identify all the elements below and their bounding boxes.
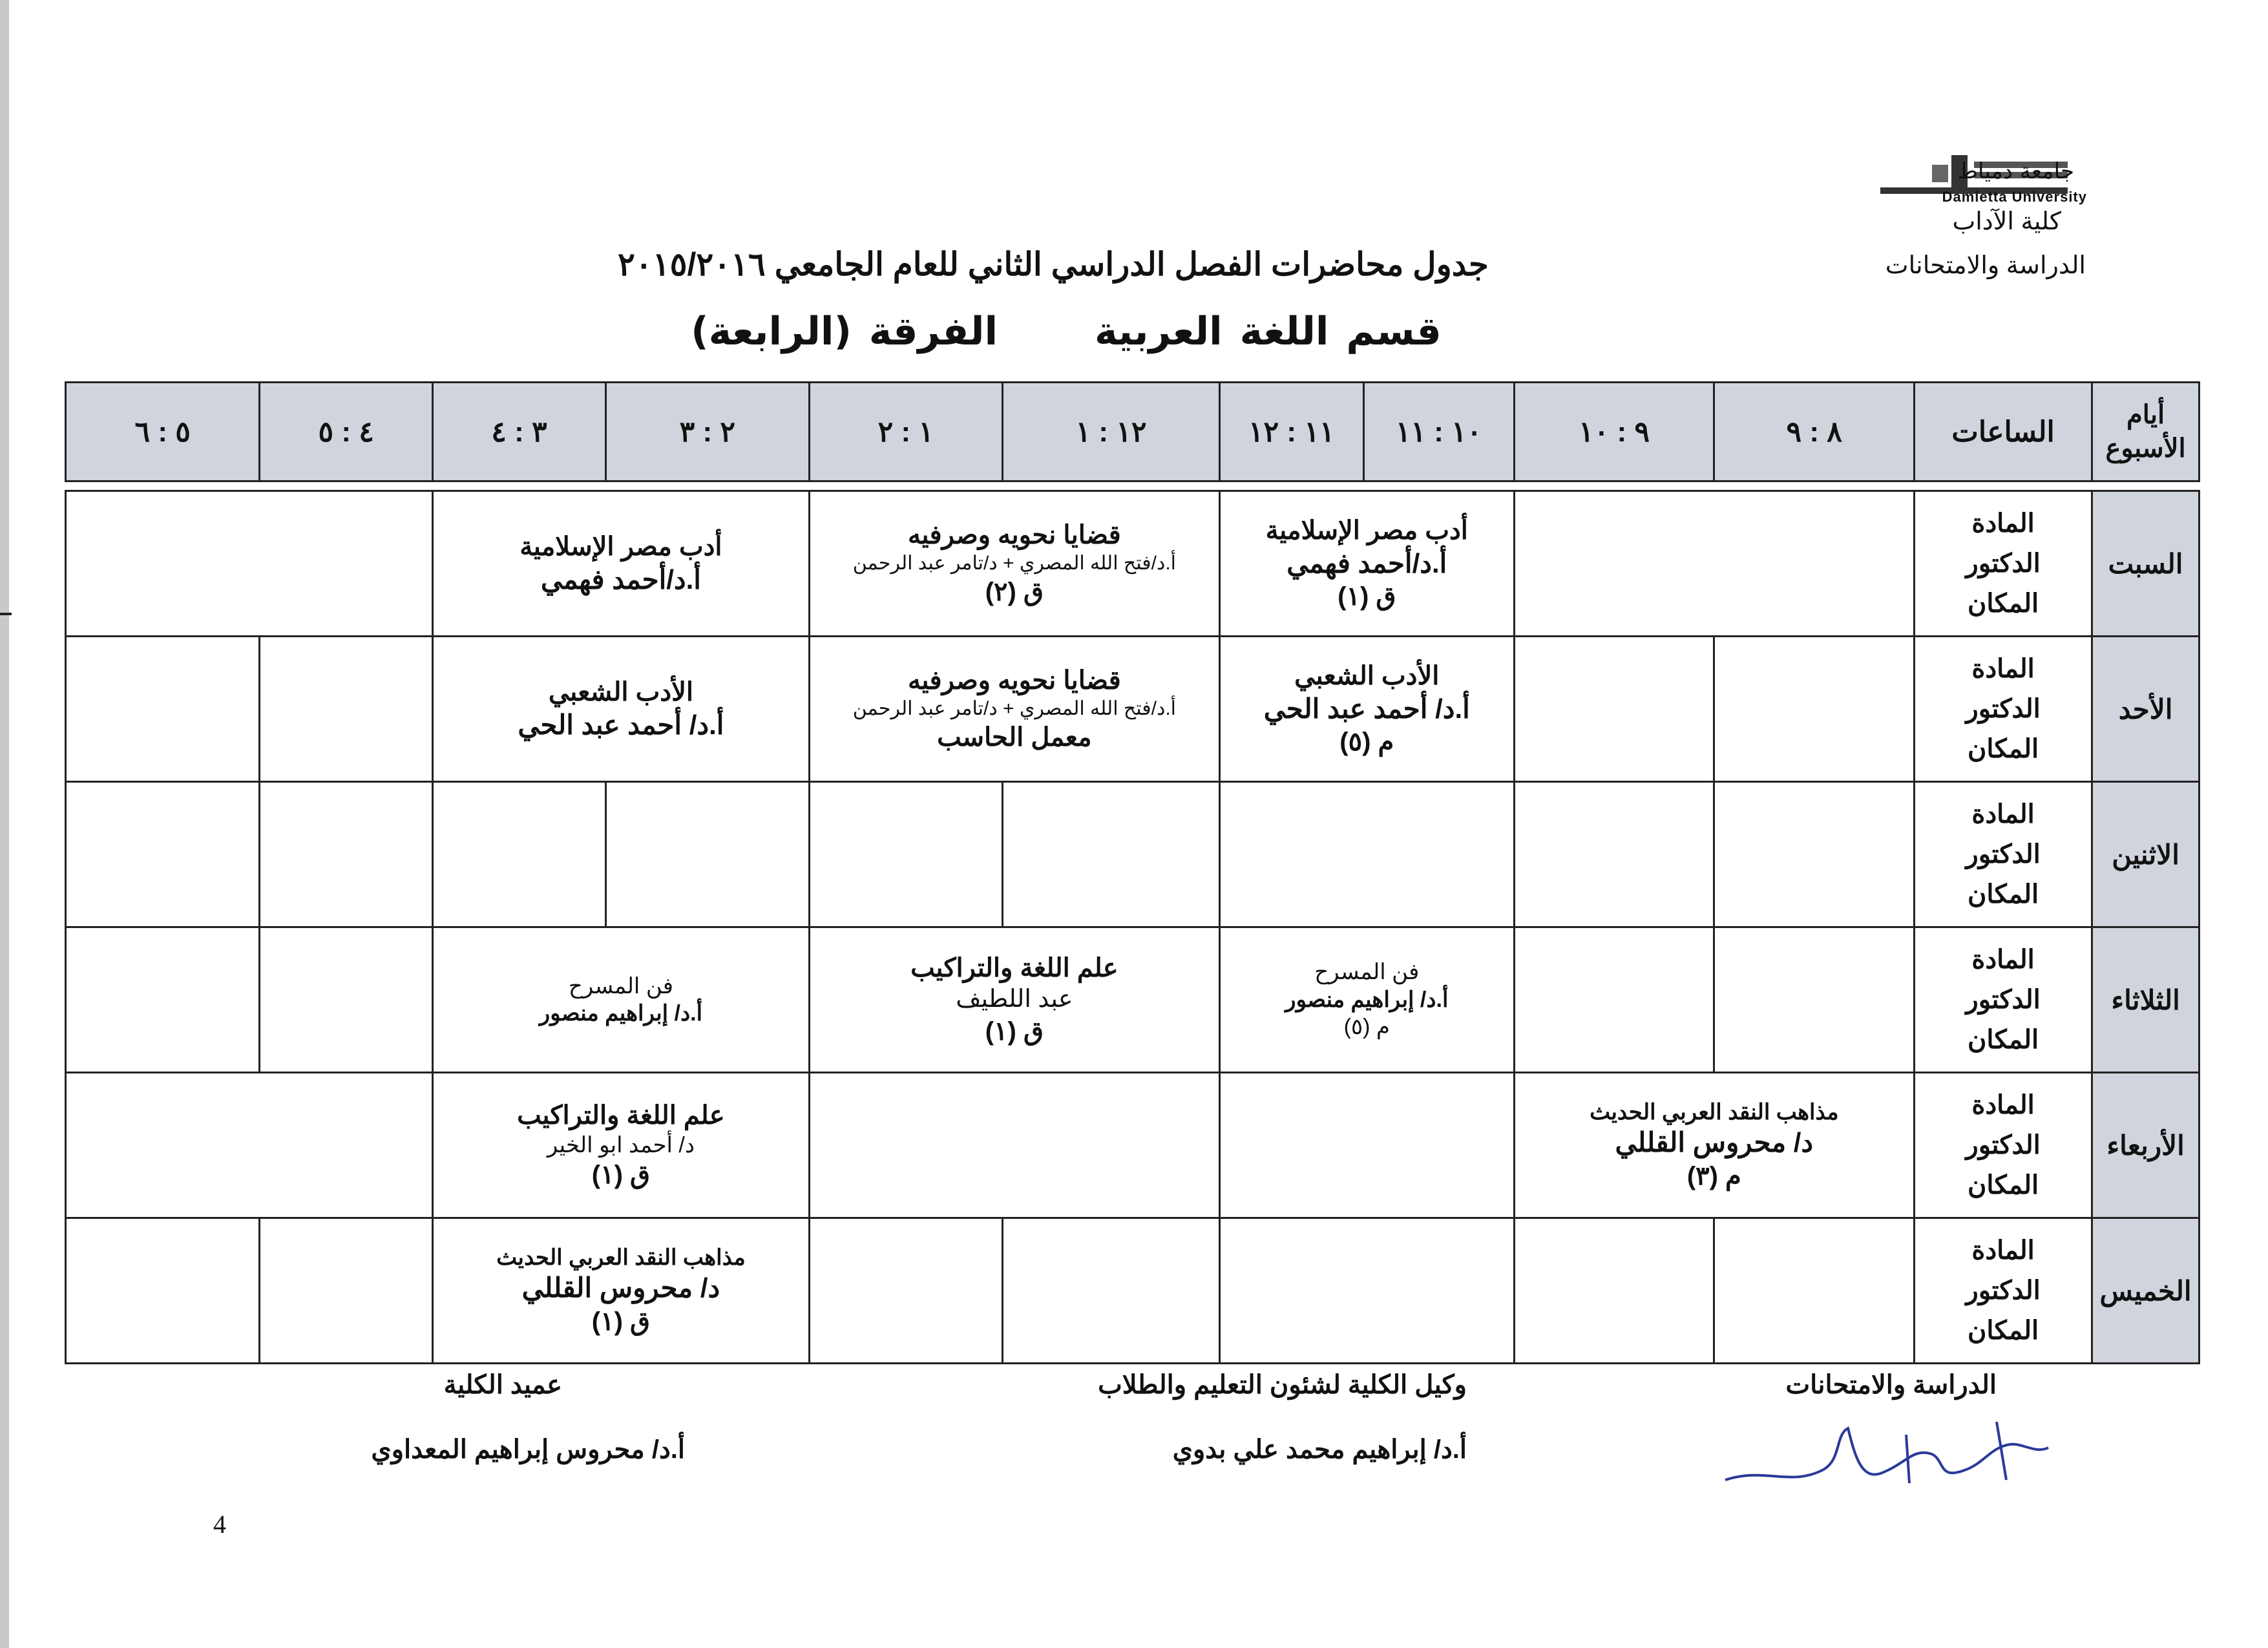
session-cell — [1219, 637, 1514, 782]
signature — [1712, 1409, 2061, 1499]
header-row — [66, 383, 2200, 481]
session-subject: فن المسرح — [1314, 960, 1420, 985]
session-doctor: أ.د/ إبراهيم منصور — [539, 1001, 703, 1026]
page-number: 4 — [213, 1510, 226, 1539]
day-row-thursday — [66, 1218, 2200, 1364]
row-label-place: المكان — [1968, 880, 2039, 909]
time-slot-header: ٣ : ٤ — [433, 383, 606, 481]
time-slot-header: ٨ : ٩ — [1714, 383, 1915, 481]
day-row-monday — [66, 782, 2200, 927]
empty-cell — [1714, 927, 1915, 1073]
session-subject: مذاهب النقد العربي الحديث — [1590, 1099, 1839, 1125]
empty-cell — [1514, 927, 1714, 1073]
session-subject: قضايا نحويه وصرفيه — [907, 521, 1121, 550]
day-row-wednesday — [66, 1073, 2200, 1218]
faculty-name: كلية الآداب — [1952, 208, 2061, 235]
session-cell — [433, 491, 810, 637]
empty-cell — [66, 782, 260, 927]
page-title: جدول محاضرات الفصل الدراسي الثاني للعام الجامعي ٢٠١٥/٢٠١٦ — [618, 246, 1489, 282]
row-labels — [1915, 1073, 2092, 1218]
session-subject: الأدب الشعبي — [548, 677, 694, 706]
session-room: م (٥) — [1339, 728, 1394, 757]
time-slot-header: ٥ : ٦ — [66, 383, 260, 481]
row-label-subject: المادة — [1971, 509, 2035, 538]
empty-cell — [260, 637, 433, 782]
day-row-sunday — [66, 637, 2200, 782]
empty-cell — [1514, 782, 1714, 927]
session-room: معمل الحاسب — [937, 723, 1092, 752]
row-labels — [1915, 927, 2092, 1073]
session-cell — [433, 637, 810, 782]
empty-cell — [1514, 637, 1714, 782]
row-label-doctor: الدكتور — [1966, 986, 2041, 1014]
row-labels — [1915, 1218, 2092, 1364]
session-room: م (٣) — [1686, 1161, 1741, 1190]
page-subtitle — [646, 309, 1486, 354]
row-label-doctor: الدكتور — [1966, 1131, 2041, 1159]
session-room: م (٥) — [1343, 1015, 1390, 1040]
vice-dean-label: وكيل الكلية لشئون التعليم والطلاب — [1098, 1371, 1467, 1399]
session-cell — [1219, 927, 1514, 1073]
day-name: الخميس — [2092, 1218, 2200, 1364]
session-cell — [809, 491, 1219, 637]
scan-edge — [0, 0, 9, 1648]
empty-cell — [1714, 637, 1915, 782]
time-slot-header: ١٠ : ١١ — [1363, 383, 1514, 481]
session-doctor: عبد اللطيف — [956, 986, 1073, 1013]
time-slot-header: ٩ : ١٠ — [1514, 383, 1714, 481]
time-slot-header: ١ : ٢ — [809, 383, 1002, 481]
empty-cell — [260, 782, 433, 927]
office-name: الدراسة والامتحانات — [1885, 252, 2086, 279]
row-label-place: المكان — [1968, 1026, 2039, 1054]
row-label-doctor: الدكتور — [1966, 840, 2041, 869]
day-row-tuesday — [66, 927, 2200, 1073]
session-subject: علم اللغة والتراكيب — [517, 1101, 725, 1130]
session-cell — [809, 637, 1219, 782]
empty-cell — [1219, 782, 1514, 927]
hours-header: الساعات — [1915, 383, 2092, 481]
session-room: ق (١) — [591, 1307, 651, 1336]
session-subject: أدب مصر الإسلامية — [520, 532, 722, 561]
empty-cell — [809, 1073, 1219, 1218]
row-label-doctor: الدكتور — [1966, 549, 2041, 578]
empty-cell — [1514, 1218, 1714, 1364]
day-name: الأحد — [2092, 637, 2200, 782]
row-label-doctor: الدكتور — [1966, 1276, 2041, 1305]
empty-cell — [260, 1218, 433, 1364]
session-cell — [1514, 1073, 1914, 1218]
row-labels — [1915, 491, 2092, 637]
session-cell — [433, 927, 810, 1073]
level-name: الفرقة (الرابعة) — [691, 309, 998, 354]
day-name: الاثنين — [2092, 782, 2200, 927]
header-gap — [66, 481, 2200, 491]
session-doctor: أ.د/أحمد فهمي — [1286, 547, 1447, 578]
empty-cell — [1219, 1218, 1514, 1364]
empty-cell — [1714, 1218, 1915, 1364]
session-doctor: د/ محروس القللي — [521, 1273, 720, 1303]
empty-cell — [66, 1073, 433, 1218]
session-subject: الأدب الشعبي — [1294, 661, 1440, 690]
scan-mark — [0, 613, 12, 615]
session-doctor: د/ أحمد ابو الخير — [547, 1132, 695, 1157]
session-room: ق (٢) — [985, 577, 1044, 606]
days-header: أيام الأسبوع — [2092, 383, 2200, 481]
row-labels — [1915, 637, 2092, 782]
session-cell — [1219, 491, 1514, 637]
row-label-subject: المادة — [1971, 655, 2035, 683]
time-slot-header: ٤ : ٥ — [260, 383, 433, 481]
empty-cell — [1514, 491, 1914, 637]
row-label-place: المكان — [1968, 589, 2039, 618]
session-subject: قضايا نحويه وصرفيه — [907, 666, 1121, 695]
session-cell — [809, 927, 1219, 1073]
empty-cell — [1714, 782, 1915, 927]
session-room: ق (١) — [591, 1161, 651, 1190]
session-doctor: أ.د/ أحمد عبد الحي — [518, 709, 724, 740]
dean-label: عميد الكلية — [443, 1371, 562, 1399]
row-label-place: المكان — [1968, 1171, 2039, 1199]
session-room: ق (١) — [985, 1017, 1044, 1046]
university-name-ar: جامعة دمياط — [1957, 158, 2074, 184]
time-slot-header: ٢ : ٣ — [605, 383, 809, 481]
university-name-en: Damietta University — [1942, 189, 2087, 205]
session-subject: فن المسرح — [568, 973, 673, 998]
session-subject: أدب مصر الإسلامية — [1265, 516, 1468, 545]
empty-cell — [1002, 782, 1219, 927]
department-name: قسم اللغة العربية — [1095, 309, 1442, 354]
session-doctor: أ.د/ إبراهيم منصور — [1285, 987, 1449, 1012]
day-row-saturday — [66, 491, 2200, 637]
time-slot-header: ١١ : ١٢ — [1219, 383, 1363, 481]
empty-cell — [66, 637, 260, 782]
empty-cell — [260, 927, 433, 1073]
row-label-subject: المادة — [1971, 800, 2035, 829]
day-name: الأربعاء — [2092, 1073, 2200, 1218]
session-doctor: أ.د/ أحمد عبد الحي — [1263, 693, 1470, 724]
session-subject: مذاهب النقد العربي الحديث — [496, 1245, 746, 1270]
empty-cell — [1002, 1218, 1219, 1364]
row-label-subject: المادة — [1971, 1236, 2035, 1265]
empty-cell — [1219, 1073, 1514, 1218]
row-label-subject: المادة — [1971, 945, 2035, 974]
session-cell — [433, 1073, 810, 1218]
dean-name: أ.د/ محروس إبراهيم المعداوي — [371, 1435, 685, 1464]
session-doctor: أ.د/أحمد فهمي — [540, 564, 701, 595]
empty-cell — [433, 782, 606, 927]
time-slot-header: ١٢ : ١ — [1002, 383, 1219, 481]
office-label: الدراسة والامتحانات — [1785, 1371, 1997, 1399]
row-label-place: المكان — [1968, 1316, 2039, 1345]
session-subject: علم اللغة والتراكيب — [910, 954, 1118, 983]
row-labels — [1915, 782, 2092, 927]
row-label-subject: المادة — [1971, 1091, 2035, 1119]
session-doctor: أ.د/فتح الله المصري + د/تامر عبد الرحمن — [852, 698, 1176, 720]
vice-dean-name: أ.د/ إبراهيم محمد علي بدوي — [1172, 1435, 1467, 1464]
day-name: السبت — [2092, 491, 2200, 637]
empty-cell — [66, 491, 433, 637]
timetable — [65, 381, 2200, 1364]
session-cell — [433, 1218, 810, 1364]
session-doctor: د/ محروس القللي — [1615, 1127, 1814, 1157]
empty-cell — [605, 782, 809, 927]
row-label-place: المكان — [1968, 735, 2039, 763]
session-room: ق (١) — [1338, 582, 1396, 611]
day-name: الثلاثاء — [2092, 927, 2200, 1073]
session-doctor: أ.د/فتح الله المصري + د/تامر عبد الرحمن — [852, 553, 1176, 575]
row-label-doctor: الدكتور — [1966, 695, 2041, 723]
empty-cell — [809, 782, 1002, 927]
empty-cell — [809, 1218, 1002, 1364]
empty-cell — [66, 1218, 260, 1364]
empty-cell — [66, 927, 260, 1073]
